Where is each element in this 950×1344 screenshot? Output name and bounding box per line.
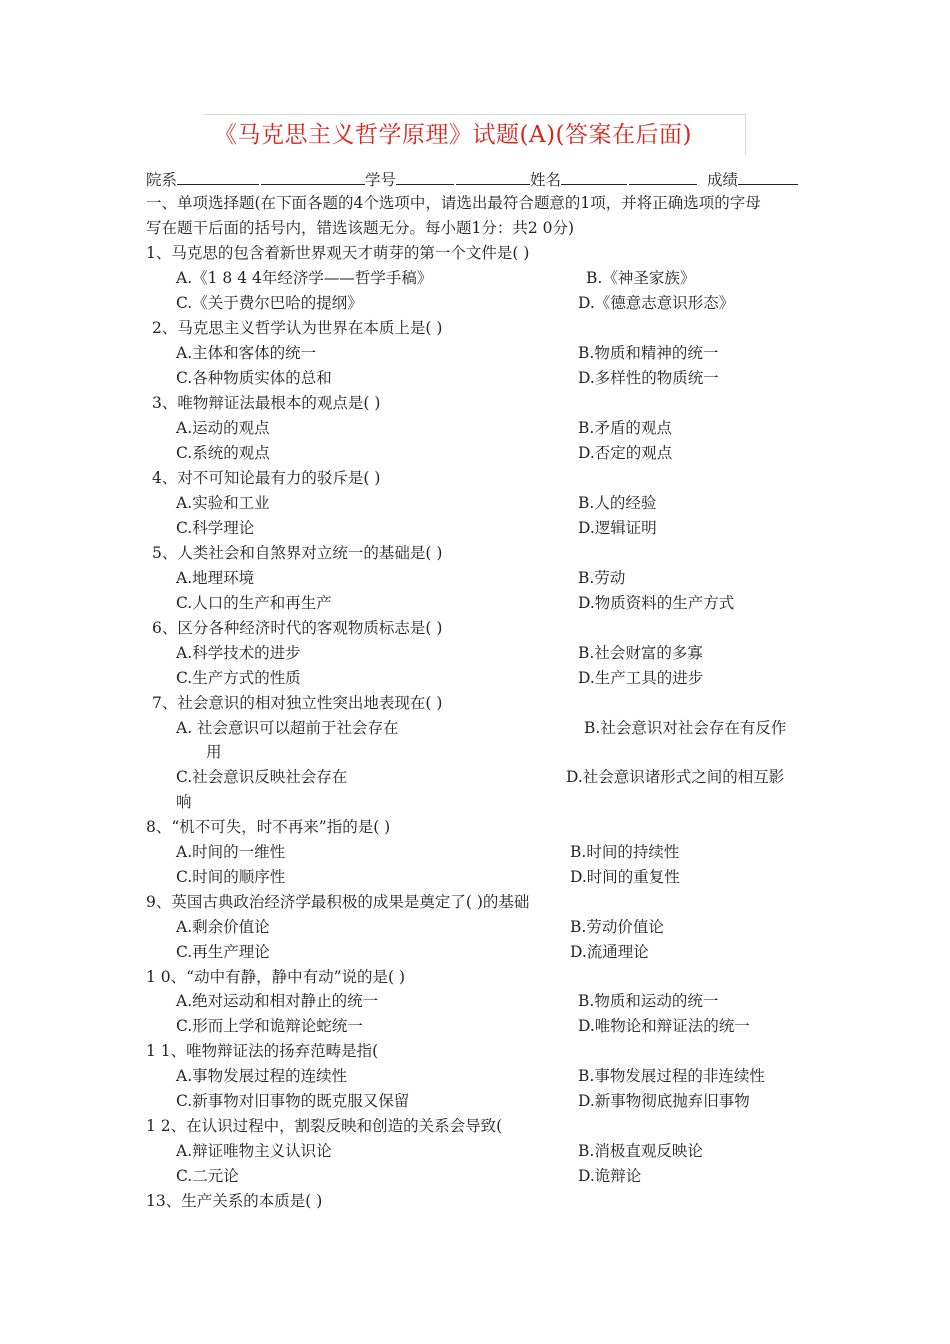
question-6: 6、区分各种经济时代的客观物质标志是( ) xyxy=(152,619,443,637)
option-8b: B.时间的持续性 xyxy=(570,843,680,861)
question-1: 1、马克思的包含着新世界观天才萌芽的第一个文件是( ) xyxy=(146,244,530,262)
option-9a: A.剩余价值论 xyxy=(176,918,270,936)
option-5a: A.地理环境 xyxy=(176,569,255,587)
option-6c: C.生产方式的性质 xyxy=(176,669,301,687)
instructions-line-1: 一、单项选择题(在下面各题的4个选项中，请选出最符合题意的1项，并将正确选项的字母 xyxy=(146,194,761,212)
option-2c: C.各种物质实体的总和 xyxy=(176,369,332,387)
option-2d: D.多样性的物质统一 xyxy=(578,369,719,387)
dept-blank-2 xyxy=(261,169,365,185)
question-9: 9、英国古典政治经济学最积极的成果是奠定了( )的基础 xyxy=(146,893,530,911)
option-10a: A.绝对运动和相对静止的统一 xyxy=(176,992,379,1010)
id-blank xyxy=(396,169,454,185)
question-4: 4、对不可知论最有力的驳斥是( ) xyxy=(152,469,381,487)
question-11: 1 1、唯物辩证法的扬弃范畴是指( xyxy=(146,1042,379,1060)
option-2a: A.主体和客体的统一 xyxy=(176,344,317,362)
option-9d: D.流通理论 xyxy=(570,943,649,961)
question-13: 13、生产关系的本质是( ) xyxy=(146,1192,323,1210)
option-7a: A. 社会意识可以超前于社会存在 xyxy=(176,719,399,737)
option-5c: C.人口的生产和再生产 xyxy=(176,594,332,612)
option-7d: D.社会意识诸形式之间的相互影 xyxy=(566,768,785,786)
dept-label: 院系 xyxy=(146,171,178,189)
option-3a: A.运动的观点 xyxy=(176,419,270,437)
option-3c: C.系统的观点 xyxy=(176,444,270,462)
option-1c: C.《关于费尔巴哈的提纲》 xyxy=(176,294,363,312)
option-7d-wrap: 响 xyxy=(176,793,192,811)
option-1d: D.《德意志意识形态》 xyxy=(578,294,735,312)
option-11d: D.新事物彻底抛弃旧事物 xyxy=(578,1092,750,1110)
instructions-line-2: 写在题干后面的括号内，错选该题无分。每小题1分：共2 0分) xyxy=(146,219,575,237)
option-6a: A.科学技术的进步 xyxy=(176,644,301,662)
option-7c: C.社会意识反映社会存在 xyxy=(176,768,348,786)
question-2: 2、马克思主义哲学认为世界在本质上是( ) xyxy=(152,319,443,337)
name-blank-2 xyxy=(629,169,697,185)
option-9b: B.劳动价值论 xyxy=(570,918,664,936)
option-8c: C.时间的顺序性 xyxy=(176,868,286,886)
option-12b: B.消极直观反映论 xyxy=(578,1142,703,1160)
id-label: 学号 xyxy=(365,171,397,189)
option-4b: B.人的经验 xyxy=(578,494,657,512)
option-2b: B.物质和精神的统一 xyxy=(578,344,719,362)
option-4c: C.科学理论 xyxy=(176,519,255,537)
question-3: 3、唯物辩证法最根本的观点是( ) xyxy=(152,394,381,412)
option-11b: B.事物发展过程的非连续性 xyxy=(578,1067,765,1085)
option-7b: B.社会意识对社会存在有反作 xyxy=(584,719,787,737)
option-4a: A.实验和工业 xyxy=(176,494,270,512)
question-5: 5、人类社会和自煞界对立统一的基础是( ) xyxy=(152,544,443,562)
student-info-line xyxy=(146,168,798,190)
option-8d: D.时间的重复性 xyxy=(570,868,680,886)
option-9c: C.再生产理论 xyxy=(176,943,270,961)
option-12d: D.诡辩论 xyxy=(578,1167,642,1185)
option-3d: D.否定的观点 xyxy=(578,444,673,462)
score-blank xyxy=(738,169,798,185)
name-label: 姓名 xyxy=(530,171,562,189)
question-8: 8、“机不可失，时不再来”指的是( ) xyxy=(146,818,391,836)
score-label: 成绩 xyxy=(707,171,739,189)
option-7b-wrap: 用 xyxy=(206,743,222,761)
option-10b: B.物质和运动的统一 xyxy=(578,992,719,1010)
option-4d: D.逻辑证明 xyxy=(578,519,657,537)
option-5d: D.物质资料的生产方式 xyxy=(578,594,735,612)
option-8a: A.时间的一维性 xyxy=(176,843,286,861)
dept-blank xyxy=(177,169,259,185)
question-7: 7、社会意识的相对独立性突出地表现在( ) xyxy=(152,694,443,712)
question-12: 1 2、在认识过程中，割裂反映和创造的关系会导致( xyxy=(146,1117,503,1135)
option-10c: C.形而上学和诡辩论蛇统一 xyxy=(176,1017,363,1035)
id-blank-2 xyxy=(456,169,530,185)
name-blank xyxy=(561,169,627,185)
option-11c: C.新事物对旧事物的既克服又保留 xyxy=(176,1092,410,1110)
option-1a: A.《1 8 4 4年经济学——哲学手稿》 xyxy=(176,269,433,287)
option-3b: B.矛盾的观点 xyxy=(578,419,672,437)
question-10: 1 0、“动中有静，静中有动”说的是( ) xyxy=(146,968,406,986)
option-11a: A.事物发展过程的连续性 xyxy=(176,1067,348,1085)
option-1b: B.《神圣家族》 xyxy=(586,269,696,287)
option-10d: D.唯物论和辩证法的统一 xyxy=(578,1017,750,1035)
option-6b: B.社会财富的多寡 xyxy=(578,644,703,662)
option-12c: C.二元论 xyxy=(176,1167,239,1185)
page-title: 《马克思主义哲学原理》试题(A)(答案在后面) xyxy=(214,122,693,148)
option-5b: B.劳动 xyxy=(578,569,626,587)
option-12a: A.辩证唯物主义认识论 xyxy=(176,1142,332,1160)
option-6d: D.生产工具的进步 xyxy=(578,669,704,687)
